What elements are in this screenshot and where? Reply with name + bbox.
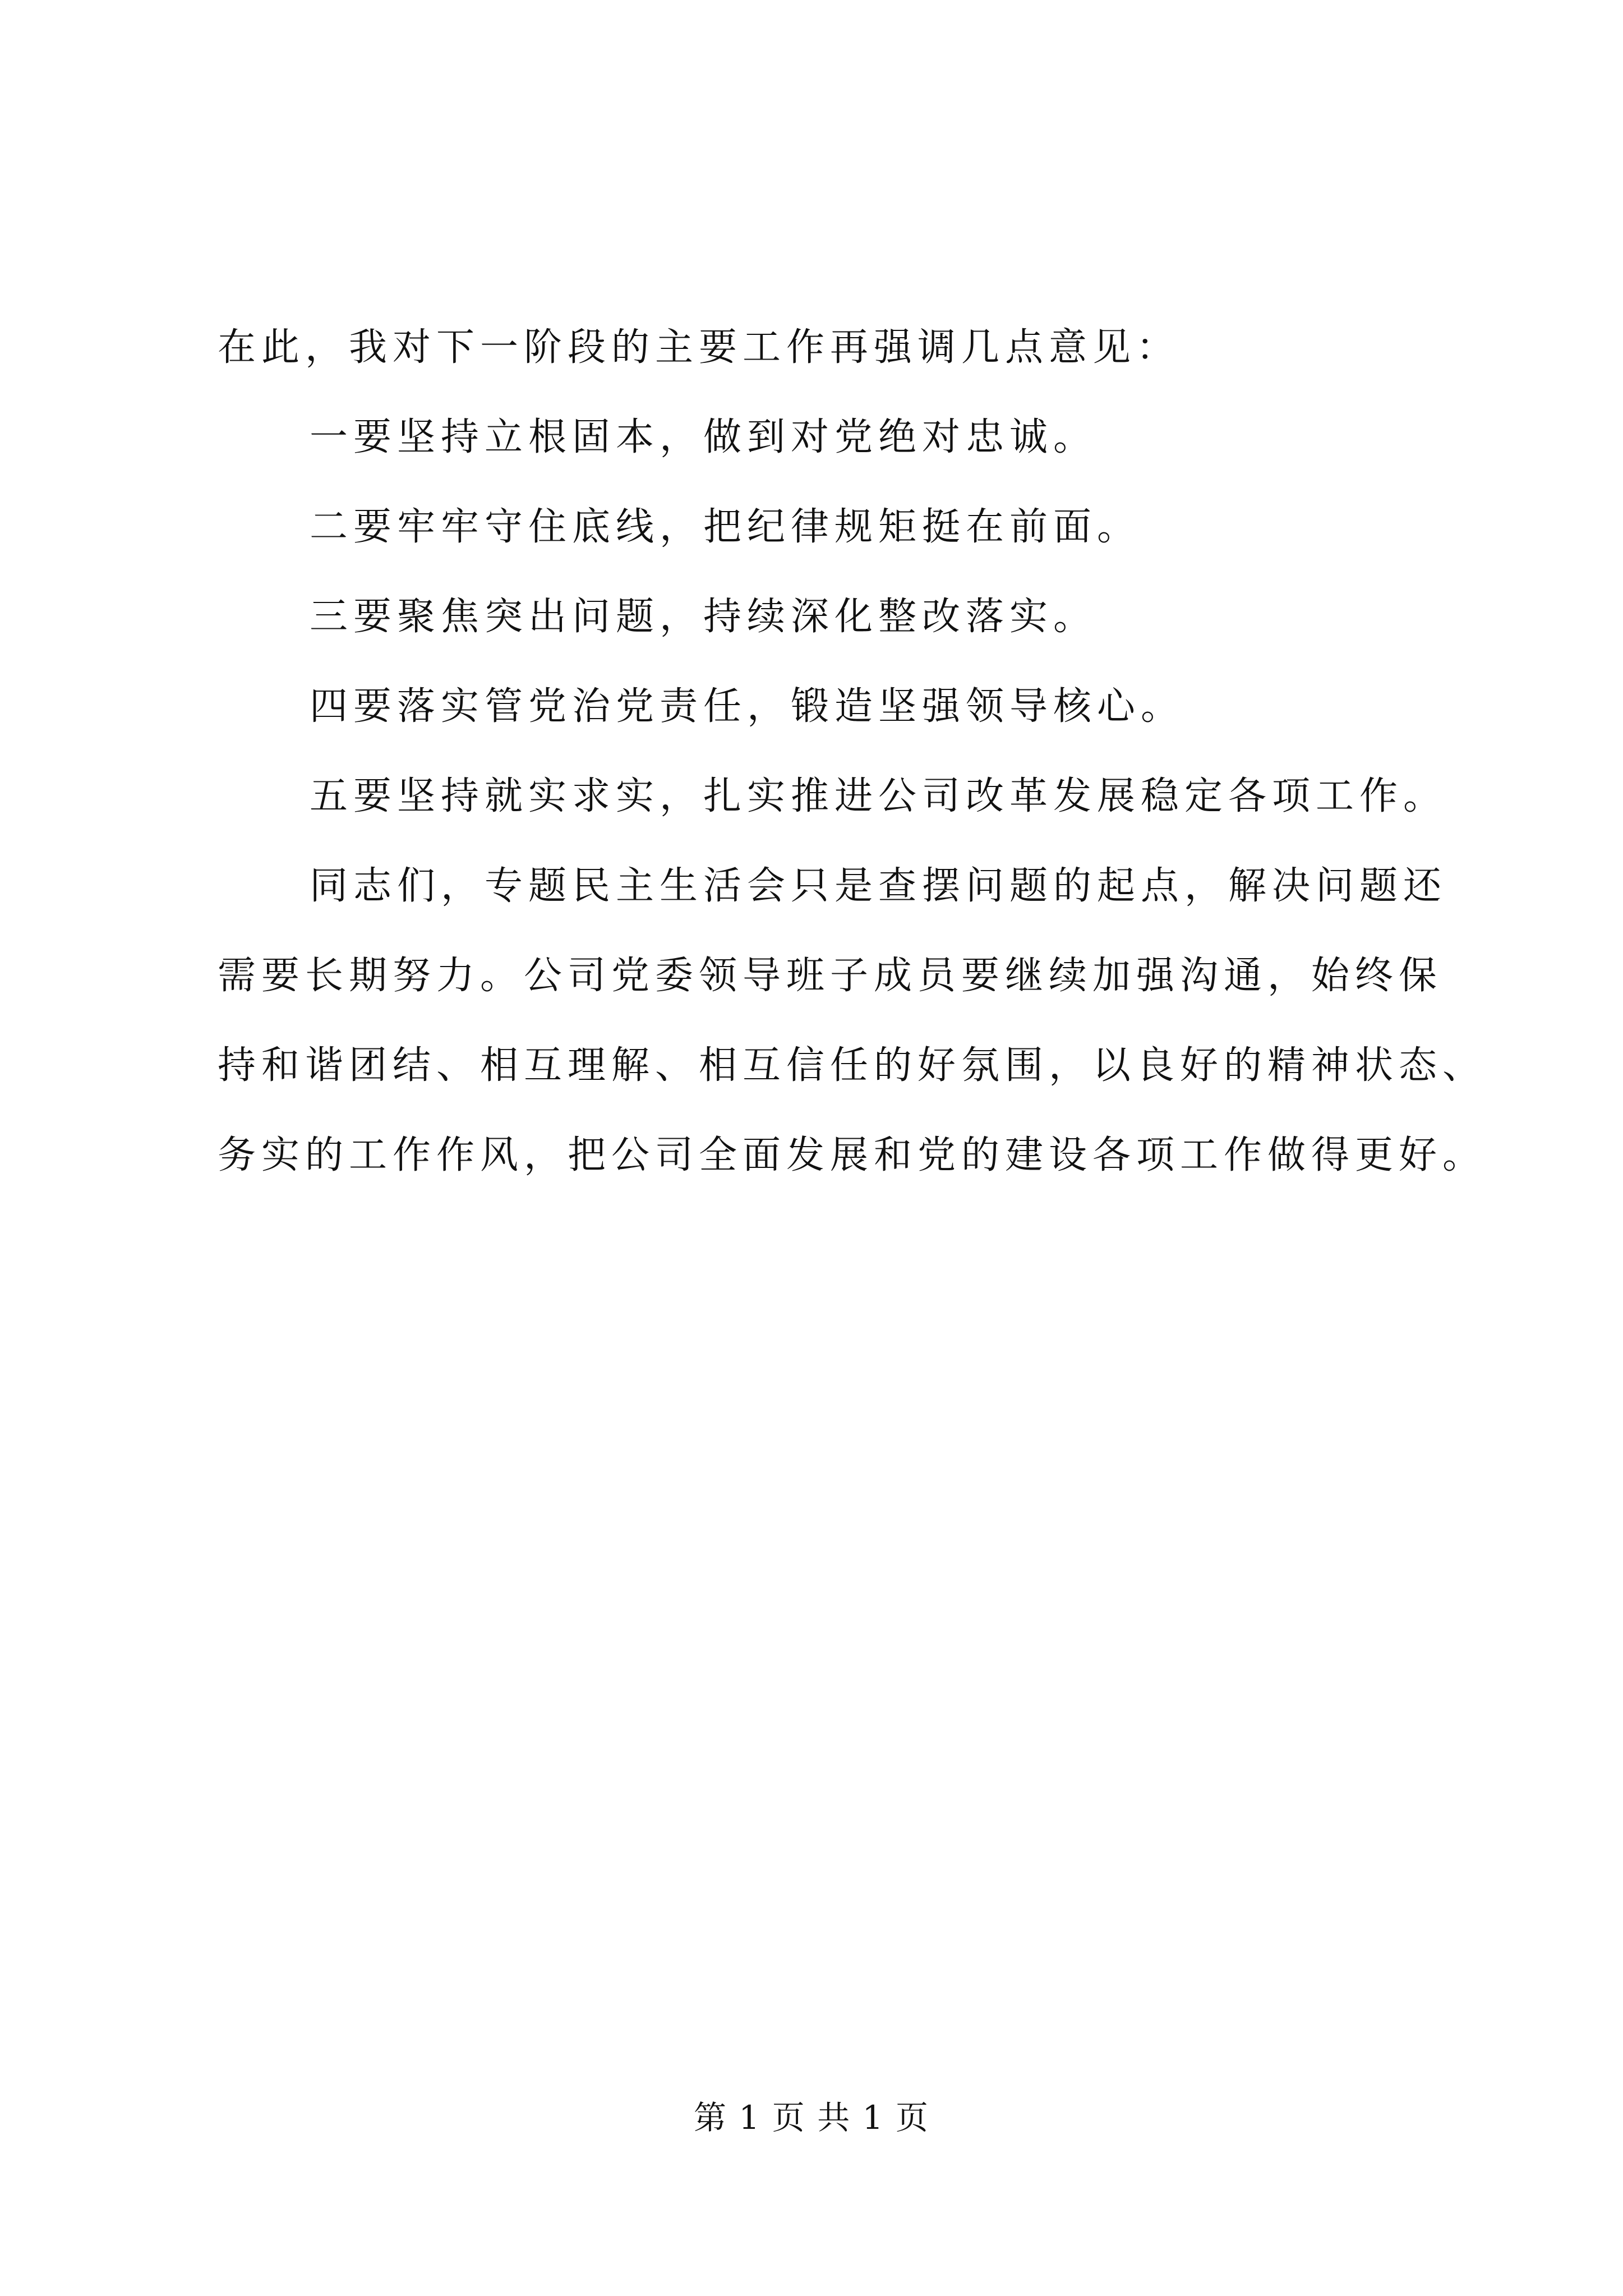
closing-line-4: 务实的工作作风，把公司全面发展和党的建设各项工作做得更好。 — [218, 1133, 1487, 1177]
document-body — [218, 303, 1487, 1200]
point-1: 一要坚持立根固本，做到对党绝对忠诚。 — [310, 415, 1098, 459]
closing-line-3: 持和谐团结、相互理解、相互信任的好氛围，以良好的精神状态、 — [218, 1043, 1487, 1088]
intro-paragraph: 在此，我对下一阶段的主要工作再强调几点意见： — [218, 325, 1181, 370]
point-2: 二要牢牢守住底线，把纪律规矩挺在前面。 — [310, 505, 1141, 549]
closing-line-2: 需要长期努力。公司党委领导班子成员要继续加强沟通，始终保 — [218, 954, 1443, 998]
page-footer — [0, 2095, 1623, 2140]
point-5: 五要坚持就实求实，扎实推进公司改革发展稳定各项工作。 — [310, 774, 1447, 818]
point-4: 四要落实管党治党责任，锻造坚强领导核心。 — [310, 684, 1185, 729]
closing-line-1: 同志们，专题民主生活会只是查摆问题的起点，解决问题还 — [310, 864, 1447, 908]
page-number-label: 第 1 页 共 1 页 — [694, 2099, 929, 2137]
point-3: 三要聚焦突出问题，持续深化整改落实。 — [310, 595, 1098, 639]
